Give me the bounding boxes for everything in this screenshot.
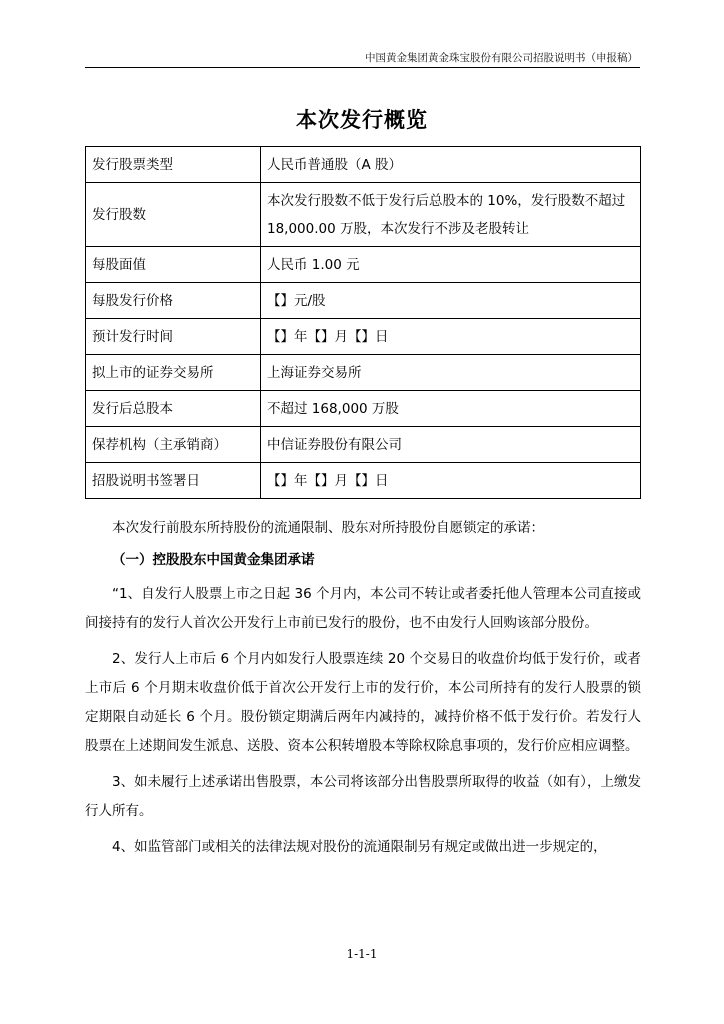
row-label: 发行股票类型	[86, 147, 261, 183]
table-row	[86, 319, 641, 355]
row-value: 中信证券股份有限公司	[261, 427, 641, 463]
row-value: 人民币普通股（A 股）	[261, 147, 641, 183]
intro-paragraph: 本次发行前股东所持股份的流通限制、股东对所持股份自愿锁定的承诺：	[112, 520, 544, 536]
table-row	[86, 147, 641, 183]
row-label: 招股说明书签署日	[86, 463, 261, 499]
commitment-paragraph: 2、发行人上市后 6 个月内如发行人股票连续 20 个交易日的收盘价均低于发行价，或者上市后 6 个月期末收盘价低于首次公开发行上市的发行价，本公司所持有的发行人股票的锁定期限自动延长 6 个月。股份锁定期满后两年内减持的，减持价格不低于发行价。若发行人股票在上述期间发生派息、送股、资本公积转增股本等除权除息事项的，发行价应相应调整。	[85, 651, 641, 754]
offering-overview-table	[85, 146, 641, 499]
table-row	[86, 355, 641, 391]
row-value: 人民币 1.00 元	[261, 247, 641, 283]
body-text	[85, 514, 641, 869]
row-value: 【】年【】月【】日	[261, 319, 641, 355]
table-row	[86, 283, 641, 319]
table-row	[86, 391, 641, 427]
section-subheading: （一）控股股东中国黄金集团承诺	[112, 552, 315, 568]
row-label: 发行股数	[86, 183, 261, 247]
header-rule	[85, 67, 640, 68]
running-header: 中国黄金集团黄金珠宝股份有限公司招股说明书（申报稿）	[365, 52, 638, 64]
row-value: 不超过 168,000 万股	[261, 391, 641, 427]
commitment-paragraph: 3、如未履行上述承诺出售股票，本公司将该部分出售股票所取得的收益（如有），上缴发行人所有。	[85, 774, 641, 819]
row-label: 保荐机构（主承销商）	[86, 427, 261, 463]
row-label: 每股面值	[86, 247, 261, 283]
table-row	[86, 463, 641, 499]
table-row	[86, 247, 641, 283]
row-label: 发行后总股本	[86, 391, 261, 427]
row-label: 每股发行价格	[86, 283, 261, 319]
table-row	[86, 427, 641, 463]
row-value: 上海证券交易所	[261, 355, 641, 391]
row-value: 【】年【】月【】日	[261, 463, 641, 499]
table-row	[86, 183, 641, 247]
page-title: 本次发行概览	[296, 108, 428, 132]
row-value: 本次发行股数不低于发行后总股本的 10%，发行股数不超过 18,000.00 万股，本次发行不涉及老股转让	[261, 183, 641, 247]
row-label: 预计发行时间	[86, 319, 261, 355]
row-value: 【】元/股	[261, 283, 641, 319]
commitment-paragraph: 4、如监管部门或相关的法律法规对股份的流通限制另有规定或做出进一步规定的，	[112, 839, 607, 855]
page-number: 1-1-1	[346, 947, 378, 961]
commitment-paragraph: “1、自发行人股票上市之日起 36 个月内，本公司不转让或者委托他人管理本公司直接或间接持有的发行人首次公开发行上市前已发行的股份，也不由发行人回购该部分股份。	[85, 586, 641, 631]
row-label: 拟上市的证券交易所	[86, 355, 261, 391]
